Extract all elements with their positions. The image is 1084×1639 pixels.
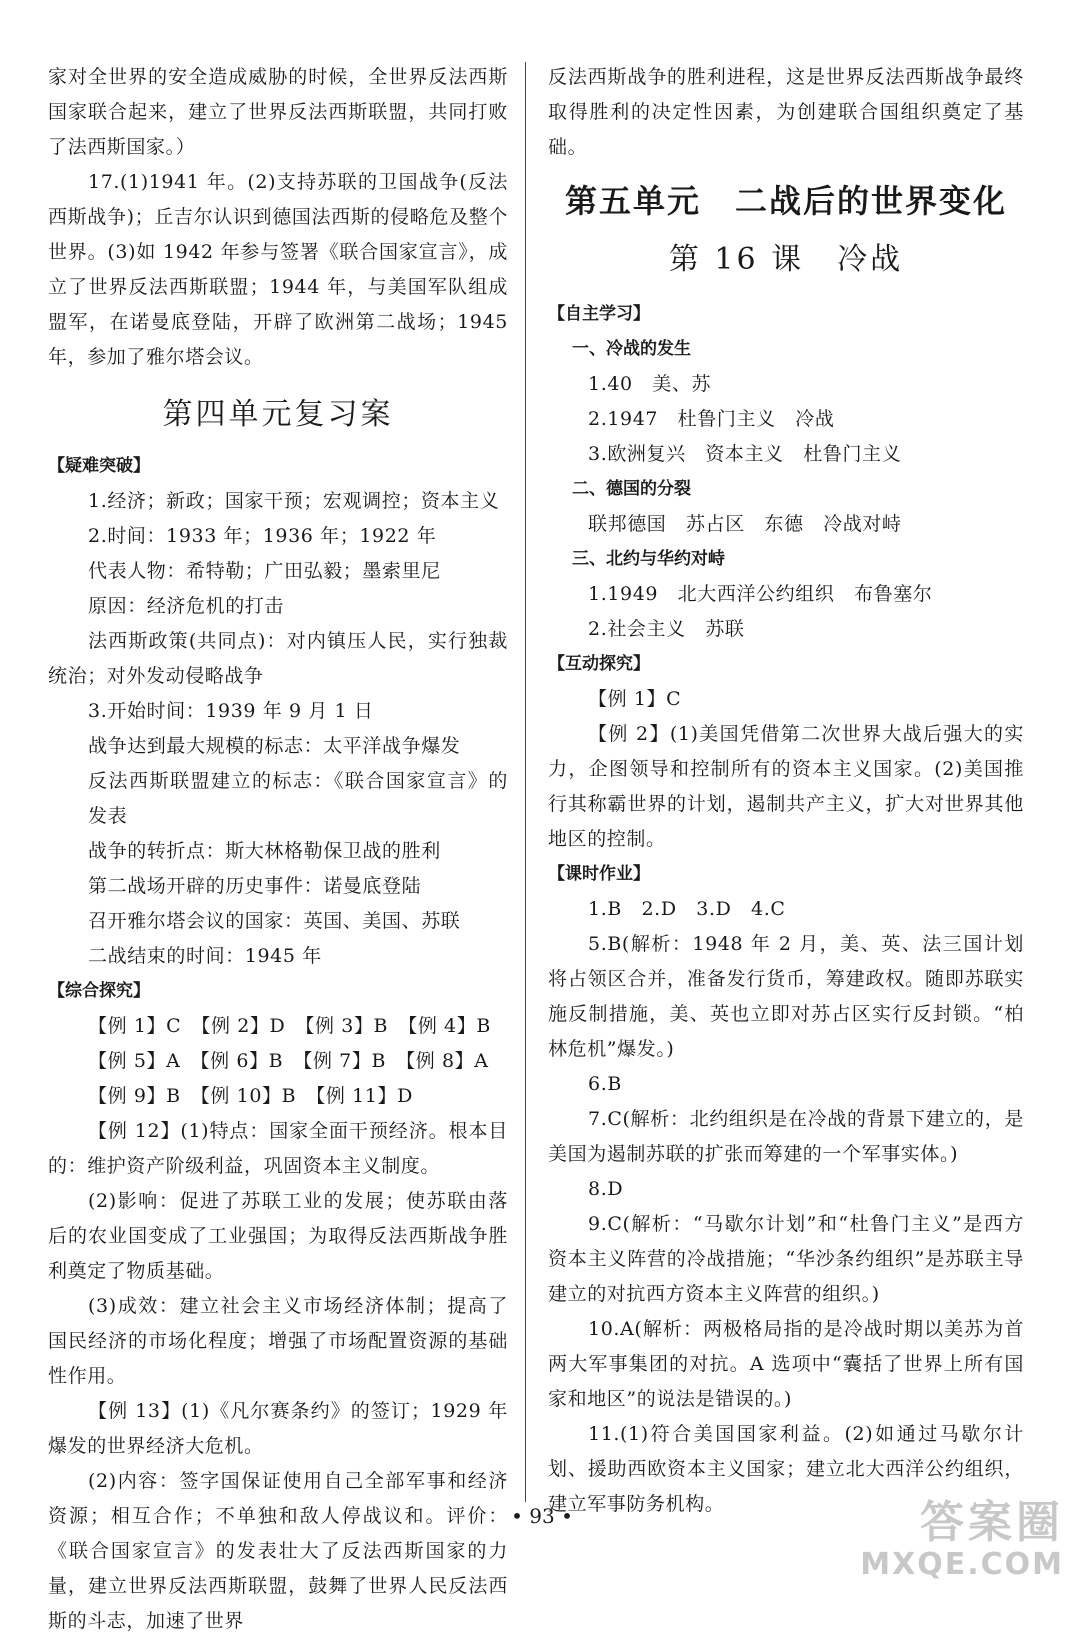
comprehensive-line: 【例 12】(1)特点：国家全面干预经济。根本目的：维护资产阶级利益，巩固资本主义制度。	[48, 1120, 508, 1177]
difficult-line: 代表人物：希特勒；广田弘毅；墨索里尼	[88, 560, 441, 582]
left-continuation-text: 家对全世界的安全造成威胁的时候，全世界反法西斯国家联合起来，建立了世界反法西斯联盟，共同打败了法西斯国家。）	[48, 66, 508, 158]
comprehensive-line: (2)内容：签字国保证使用自己全部军事和经济资源；相互合作；不单独和敌人停战议和。评价：《联合国家宣言》的发表壮大了反法西斯国家的力量，建立世界反法西斯联盟，鼓舞了世界人民反法西斯的斗志，加速了世界	[48, 1470, 508, 1632]
answer-17: 17.(1)1941 年。(2)支持苏联的卫国战争(反法西斯战争)；丘吉尔认识到德国法西斯的侵略危及整个世界。(3)如 1942 年参与签署《联合国家宣言》，成立了世界反法西斯联盟；1944 年，与美国军队组成盟军，在诺曼底登陆，开辟了欧洲第二战场；1945 年，参加了雅尔塔会议。	[48, 171, 508, 368]
germany-division-heading: 二、德国的分裂	[572, 479, 691, 499]
difficult-line: 战争的转折点：斯大林格勒保卫战的胜利	[88, 840, 441, 862]
self-study-line: 联邦德国 苏占区 东德 冷战对峙	[588, 513, 902, 535]
interactive-line: 【例 1】C	[588, 688, 682, 710]
homework-line: 10.A(解析：两极格局指的是冷战时期以美苏为首两大军事集团的对抗。A 选项中“囊括了世界上所有国家和地区”的说法是错误的。)	[548, 1318, 1024, 1410]
right-continuation-text: 反法西斯战争的胜利进程，这是世界反法西斯战争最终取得胜利的决定性因素，为创建联合国组织奠定了基础。	[548, 66, 1024, 158]
nato-warsaw-heading: 三、北约与华约对峙	[572, 549, 725, 569]
column-divider	[525, 62, 526, 1502]
homework-line: 9.C(解析：“马歇尔计划”和“杜鲁门主义”是西方资本主义阵营的冷战措施；“华沙条约组织”是苏联主导建立的对抗西方资本主义阵营的组织。)	[548, 1213, 1024, 1305]
comprehensive-line: 【例 13】(1)《凡尔赛条约》的签订；1929 年爆发的世界经济大危机。	[48, 1400, 508, 1457]
comprehensive-heading: 【综合探究】	[48, 981, 150, 1001]
comprehensive-line: 【例 9】B 【例 10】B 【例 11】D	[88, 1085, 413, 1107]
homework-line: 11.(1)符合美国国家利益。(2)如通过马歇尔计划、援助西欧资本主义国家；建立北大西洋公约组织，建立军事防务机构。	[548, 1423, 1024, 1515]
difficult-line: 2.时间：1933 年；1936 年；1922 年	[88, 525, 437, 547]
left-column	[48, 60, 508, 1639]
difficult-line: 召开雅尔塔会议的国家：英国、美国、苏联	[88, 910, 461, 932]
difficult-heading: 【疑难突破】	[48, 456, 150, 476]
homework-heading: 【课时作业】	[548, 864, 650, 884]
difficult-line: 第二战场开辟的历史事件：诺曼底登陆	[88, 875, 422, 897]
homework-line: 5.B(解析：1948 年 2 月，美、英、法三国计划将占领区合并，准备发行货币，筹建政权。随即苏联实施反制措施，美、英也立即对苏占区实行反封锁。“柏林危机”爆发。)	[548, 933, 1024, 1060]
homework-line: 6.B	[588, 1073, 622, 1095]
difficult-line: 二战结束的时间：1945 年	[88, 945, 322, 967]
comprehensive-line: 【例 1】C 【例 2】D 【例 3】B 【例 4】B	[88, 1015, 491, 1037]
comprehensive-line: 【例 5】A 【例 6】B 【例 7】B 【例 8】A	[88, 1050, 489, 1072]
difficult-line: 战争达到最大规模的标志：太平洋战争爆发	[88, 735, 461, 757]
difficult-line: 反法西斯联盟建立的标志：《联合国家宣言》的发表	[88, 770, 508, 827]
difficult-line: 1.经济；新政；国家干预；宏观调控；资本主义	[88, 490, 500, 512]
comprehensive-line: (3)成效：建立社会主义市场经济体制；提高了国民经济的市场化程度；增强了市场配置资源的基础性作用。	[48, 1295, 508, 1387]
self-study-line: 3.欧洲复兴 资本主义 杜鲁门主义	[588, 443, 902, 465]
unit-five-title: 第五单元 二战后的世界变化	[564, 182, 1007, 220]
interactive-line: 【例 2】(1)美国凭借第二次世界大战后强大的实力，企图领导和控制所有的资本主义国家。(2)美国推行其称霸世界的计划，遏制共产主义，扩大对世界其他地区的控制。	[548, 723, 1024, 850]
comprehensive-line: (2)影响：促进了苏联工业的发展；使苏联由落后的农业国变成了工业强国；为取得反法西斯战争胜利奠定了物质基础。	[48, 1190, 508, 1282]
homework-line: 7.C(解析：北约组织是在冷战的背景下建立的，是美国为遏制苏联的扩张而筹建的一个军事实体。)	[548, 1108, 1024, 1165]
unit-four-review-title: 第四单元复习案	[162, 397, 394, 432]
interactive-heading: 【互动探究】	[548, 654, 650, 674]
self-study-line: 1.40 美、苏	[588, 373, 712, 395]
watermark	[794, 1498, 1064, 1582]
homework-line: 1.B 2.D 3.D 4.C	[588, 898, 786, 920]
self-study-heading: 【自主学习】	[548, 304, 650, 324]
homework-line: 8.D	[588, 1178, 624, 1200]
cold-war-origin-heading: 一、冷战的发生	[572, 339, 691, 359]
watermark-logo: 答案圈	[920, 1497, 1064, 1548]
difficult-line: 原因：经济危机的打击	[88, 595, 285, 617]
self-study-line: 1.1949 北大西洋公约组织 布鲁塞尔	[588, 583, 933, 605]
watermark-url: MXQE.COM	[860, 1547, 1064, 1582]
lesson-16-title: 第 16 课 冷战	[668, 242, 904, 277]
difficult-line: 法西斯政策(共同点)：对内镇压人民，实行独裁统治；对外发动侵略战争	[48, 630, 508, 687]
difficult-line: 3.开始时间：1939 年 9 月 1 日	[88, 700, 374, 722]
self-study-line: 2.社会主义 苏联	[588, 618, 745, 640]
page-number: • 93 •	[511, 1504, 573, 1528]
right-column	[548, 60, 1024, 1522]
self-study-line: 2.1947 杜鲁门主义 冷战	[588, 408, 835, 430]
